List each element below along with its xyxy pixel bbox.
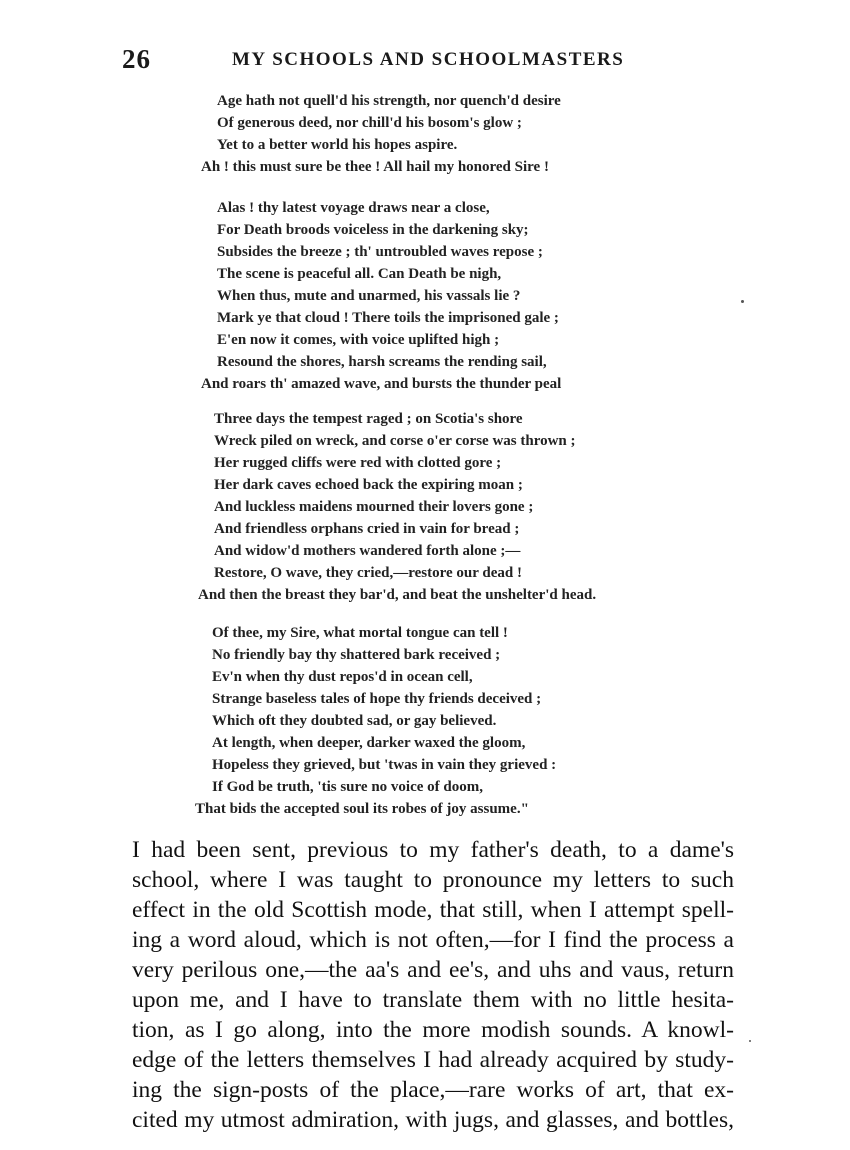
prose-line: ing the sign-posts of the place,—rare works of art, that ex- (132, 1077, 734, 1103)
poem-line: Wreck piled on wreck, and corse o'er corse was thrown ; (214, 433, 576, 449)
poem-line: Her dark caves echoed back the expiring moan ; (214, 477, 523, 493)
poem-line: Age hath not quell'd his strength, nor quench'd desire (217, 93, 561, 109)
poem-line: Which oft they doubted sad, or gay believed. (212, 713, 497, 729)
poem-line: Subsides the breeze ; th' untroubled waves repose ; (217, 244, 543, 260)
poem-line: E'en now it comes, with voice uplifted high ; (217, 332, 500, 348)
prose-line: upon me, and I have to translate them with no little hesita- (132, 987, 734, 1013)
page-number: 26 (122, 44, 151, 74)
poem-line: For Death broods voiceless in the darkening sky; (217, 222, 529, 238)
poem-line: The scene is peaceful all. Can Death be nigh, (217, 266, 502, 282)
poem-line: Three days the tempest raged ; on Scotia's shore (214, 411, 523, 427)
poem-line: If God be truth, 'tis sure no voice of doom, (212, 779, 483, 795)
poem-line: Strange baseless tales of hope thy friends deceived ; (212, 691, 542, 707)
poem-line: That bids the accepted soul its robes of joy assume." (195, 801, 529, 817)
poem-line: Resound the shores, harsh screams the rending sail, (217, 354, 547, 370)
poem-line: Mark ye that cloud ! There toils the imprisoned gale ; (217, 310, 559, 326)
ink-speck (749, 1040, 751, 1042)
poem-line: Her rugged cliffs were red with clotted gore ; (214, 455, 502, 471)
poem-line: Ev'n when thy dust repos'd in ocean cell, (212, 669, 473, 685)
poem-line: Restore, O wave, they cried,—restore our dead ! (214, 565, 522, 581)
prose-line: edge of the letters themselves I had already acquired by study- (132, 1047, 734, 1073)
prose-line: effect in the old Scottish mode, that still, when I attempt spell- (132, 897, 734, 923)
poem-line: Of generous deed, nor chill'd his bosom's glow ; (217, 115, 522, 131)
poem-line: Of thee, my Sire, what mortal tongue can tell ! (212, 625, 508, 641)
poem-line: And friendless orphans cried in vain for bread ; (214, 521, 520, 537)
running-title: MY SCHOOLS AND SCHOOLMASTERS (232, 49, 625, 70)
poem-line: Hopeless they grieved, but 'twas in vain they grieved : (212, 757, 557, 773)
ink-speck (741, 300, 744, 303)
prose-line: cited my utmost admiration, with jugs, and glasses, and bottles, (132, 1107, 734, 1133)
poem-line: And luckless maidens mourned their lovers gone ; (214, 499, 534, 515)
poem-line: No friendly bay thy shattered bark received ; (212, 647, 501, 663)
poem-line: And then the breast they bar'd, and beat the unshelter'd head. (198, 587, 597, 603)
running-head (122, 44, 742, 78)
poem-line: When thus, mute and unarmed, his vassals lie ? (217, 288, 521, 304)
poem-line: And widow'd mothers wandered forth alone ;— (214, 543, 521, 559)
prose-line: school, where I was taught to pronounce my letters to such (132, 867, 734, 893)
poem-line: At length, when deeper, darker waxed the gloom, (212, 735, 526, 751)
prose-line: I had been sent, previous to my father's death, to a dame's (132, 837, 734, 863)
poem-line: Yet to a better world his hopes aspire. (217, 137, 458, 153)
prose-line: very perilous one,—the aa's and ee's, and uhs and vaus, return (132, 957, 734, 983)
prose-line: tion, as I go along, into the more modish sounds. A knowl- (132, 1017, 734, 1043)
poem-line: And roars th' amazed wave, and bursts the thunder peal (201, 376, 562, 392)
prose-line: ing a word aloud, which is not often,—for I find the process a (132, 927, 734, 953)
poem-line: Alas ! thy latest voyage draws near a close, (217, 200, 490, 216)
poem-line: Ah ! this must sure be thee ! All hail my honored Sire ! (201, 159, 549, 175)
